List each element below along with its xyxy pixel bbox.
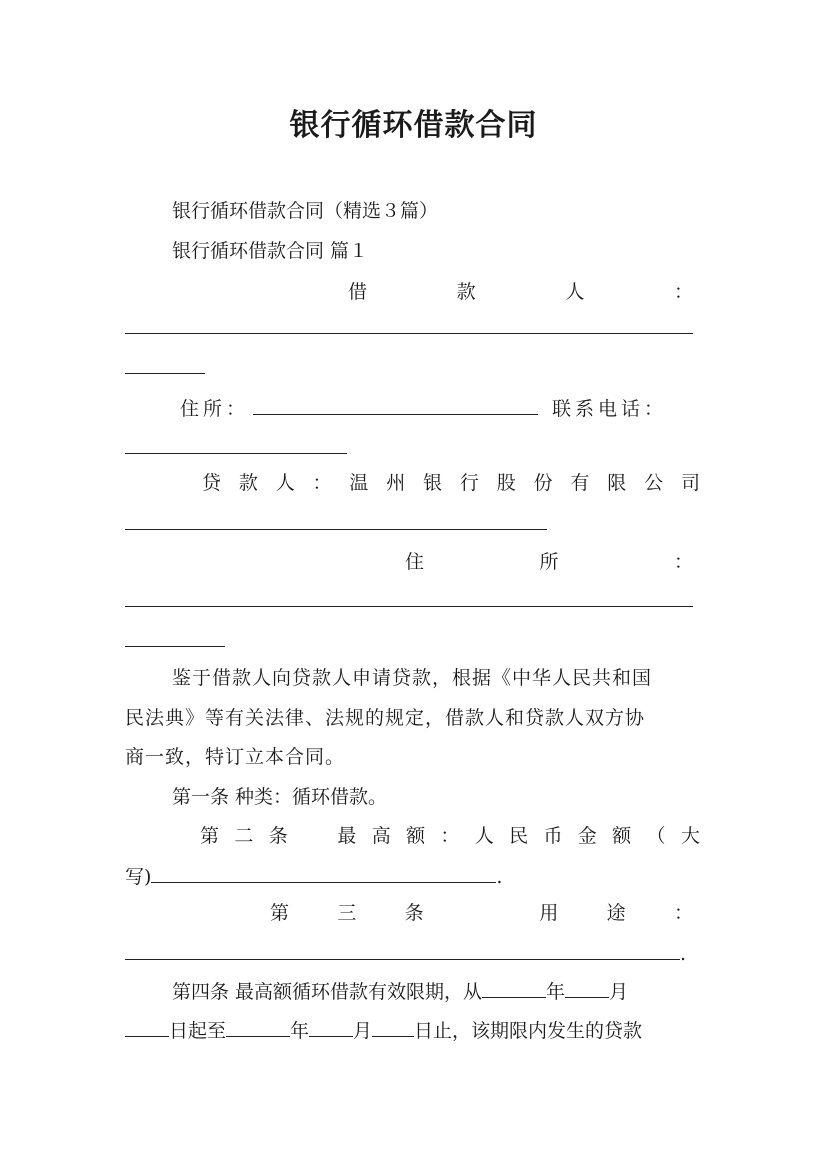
- start-year-blank: [482, 977, 546, 998]
- lender-char: 份: [533, 472, 553, 494]
- lender-char: 州: [386, 472, 406, 494]
- article-3-char: 途: [606, 902, 626, 924]
- borrower-char: 款: [456, 281, 476, 303]
- article-2-char: 民: [509, 825, 529, 847]
- year-label: 年: [546, 981, 566, 1003]
- preamble-line-2: 民法典》等有关法律、法规的规定，借款人和贷款人双方协: [125, 707, 646, 729]
- month-label: 月: [609, 981, 629, 1003]
- article-3-cont: [125, 939, 700, 967]
- borrower-blank-line: [125, 333, 693, 334]
- lender-residence-blank-line: [125, 606, 693, 607]
- lender-residence-char: 住: [405, 551, 425, 573]
- article-3-char: 三: [337, 902, 357, 924]
- phone-label: 联系电话：: [552, 398, 668, 420]
- document-title: 银行循环借款合同: [289, 108, 538, 143]
- lender-residence-blank-line-cont: [125, 646, 225, 647]
- lender-blank-line: [125, 529, 547, 530]
- article-3-char: 用: [539, 902, 559, 924]
- article-2-char: 高: [371, 825, 391, 847]
- article-1: 第一条 种类：循环借款。: [172, 786, 388, 808]
- lender-char: 银: [423, 472, 443, 494]
- start-month-blank: [565, 977, 609, 998]
- article-3-char: ：: [673, 902, 693, 924]
- article-4-line-1: [172, 977, 700, 1005]
- article-2-period: .: [496, 866, 503, 888]
- end-day-blank: [372, 1016, 414, 1037]
- borrower-char: ：: [673, 281, 693, 303]
- subtitle-collection: 银行循环借款合同（精选３篇）: [172, 200, 439, 222]
- start-day-blank: [125, 1016, 169, 1037]
- lender-char: 有: [570, 472, 590, 494]
- article-2-cont-text: 写): [125, 866, 152, 888]
- day-from-label: 日起至: [169, 1020, 227, 1042]
- article-4-line-2: [125, 1016, 705, 1044]
- article-2-char: [303, 823, 322, 849]
- lender-char: 贷: [202, 472, 222, 494]
- phone-blank-line: [125, 453, 347, 454]
- borrower-char: 人: [565, 281, 585, 303]
- article-3-char: 条: [404, 902, 424, 924]
- purpose-blank: [125, 939, 680, 960]
- article-3-row: [270, 900, 693, 926]
- article-2-char: 二: [234, 825, 254, 847]
- lender-residence-label: [405, 549, 693, 575]
- article-2-row: [200, 823, 700, 849]
- borrower-char: 借: [348, 281, 368, 303]
- article-2-char: 币: [543, 825, 563, 847]
- subtitle-part-1: 银行循环借款合同 篇１: [172, 240, 369, 262]
- end-year-blank: [226, 1016, 290, 1037]
- article-2-char: ：: [440, 825, 460, 847]
- residence-blank: [253, 394, 538, 415]
- year-label: 年: [290, 1020, 310, 1042]
- article-2-char: 人: [474, 825, 494, 847]
- preamble-line-1: 鉴于借款人向贷款人申请贷款，根据《中华人民共和国: [172, 667, 653, 689]
- lender-residence-char: 所: [539, 551, 559, 573]
- lender-row: [202, 470, 700, 496]
- end-month-blank: [309, 1016, 353, 1037]
- lender-char: 限: [607, 472, 627, 494]
- amount-blank: [151, 862, 496, 883]
- borrower-residence-row: [180, 394, 700, 422]
- article-4-prefix: 第四条 最高额循环借款有效限期，从: [172, 981, 483, 1003]
- article-2-char: （: [646, 825, 666, 847]
- article-2-char: 第: [200, 825, 220, 847]
- lender-char: 温: [349, 472, 369, 494]
- article-2-char: 金: [577, 825, 597, 847]
- lender-char: 司: [680, 472, 700, 494]
- article-2-char: 额: [406, 825, 426, 847]
- lender-char: 人: [275, 472, 295, 494]
- lender-residence-char: ：: [673, 551, 693, 573]
- lender-char: ：: [312, 472, 332, 494]
- borrower-blank-line-cont: [125, 373, 205, 374]
- lender-char: 公: [644, 472, 664, 494]
- article-3-char: 第: [270, 902, 290, 924]
- month-label: 月: [353, 1020, 373, 1042]
- article-2-char: 额: [612, 825, 632, 847]
- article-2-char: 大: [680, 825, 700, 847]
- article-2-char: 最: [337, 825, 357, 847]
- borrower-label: [348, 279, 693, 305]
- article-3-period: .: [680, 943, 687, 965]
- lender-char: 股: [496, 472, 516, 494]
- article-2-char: 条: [268, 825, 288, 847]
- preamble-line-3: 商一致，特订立本合同。: [125, 746, 346, 768]
- lender-char: 行: [459, 472, 479, 494]
- residence-label: 住所：: [180, 398, 250, 420]
- article-2-cont: [125, 862, 700, 890]
- lender-char: 款: [238, 472, 258, 494]
- article-3-char: [472, 900, 491, 926]
- day-until-text: 日止，该期限内发生的贷款: [414, 1020, 643, 1042]
